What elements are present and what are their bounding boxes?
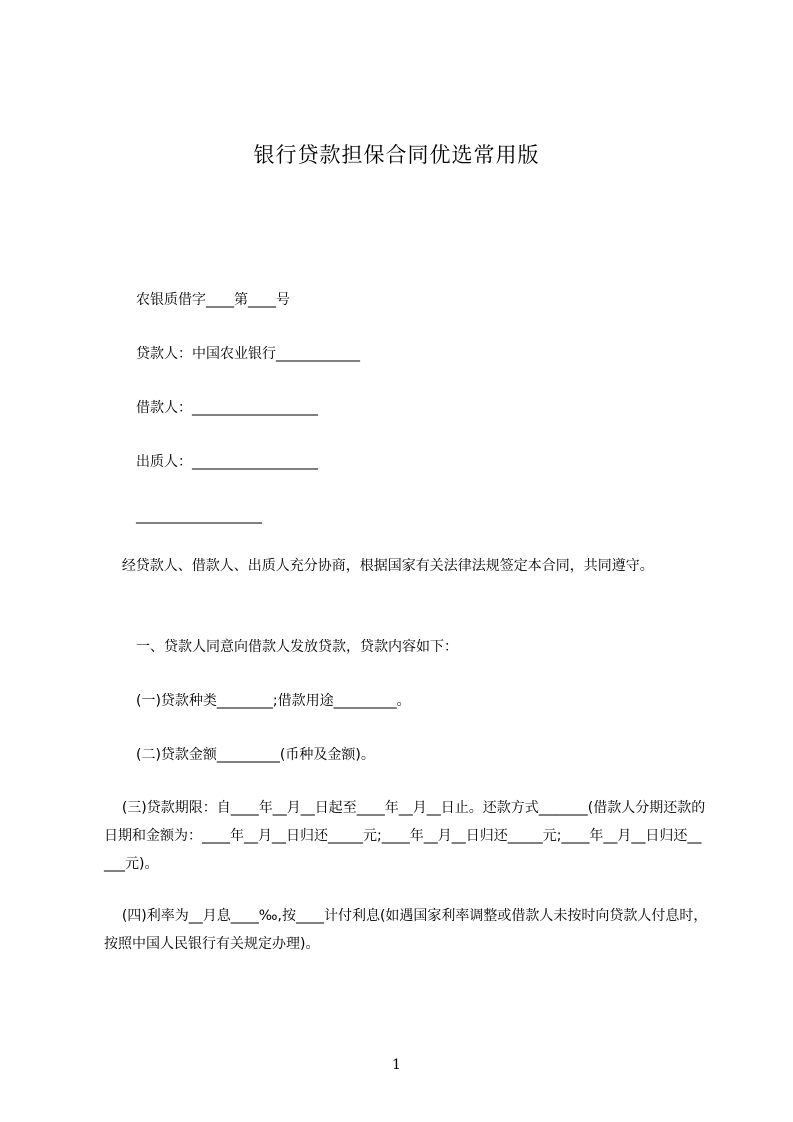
clause-1-item-2: (二)贷款金额_________(币种及金额)。 bbox=[136, 747, 375, 763]
pledgor-line: 出质人：__________________ bbox=[136, 454, 318, 470]
document-title: 银行贷款担保合同优选常用版 bbox=[253, 143, 540, 167]
page-number: 1 bbox=[392, 1057, 401, 1073]
blank-signature-line: __________________ bbox=[136, 508, 262, 524]
intro-paragraph: 经贷款人、借款人、出质人充分协商，根据国家有关法律法规签定本合同，共同遵守。 bbox=[104, 558, 654, 574]
clause-1-item-1: (一)贷款种类________;借款用途_________。 bbox=[136, 693, 411, 709]
borrower-line: 借款人：__________________ bbox=[136, 400, 318, 416]
clause-1-item-4: (四)利率为__月息____‰,按____计付利息(如遇国家利率调整或借款人未按时向贷款人付息时，按照中国人民银行有关规定办理)。 bbox=[104, 908, 708, 952]
lender-line: 贷款人：中国农业银行____________ bbox=[136, 346, 360, 362]
clause-1-heading: 一、贷款人同意向借款人发放贷款，贷款内容如下： bbox=[136, 639, 458, 655]
contract-reference-line: 农银质借字____第____号 bbox=[136, 292, 290, 308]
clause-1-item-3: (三)贷款期限：自____年__月__日起至____年__月__日止。还款方式_______(借款人分期还款的日期和金额为：____年__月__日归还_____元;____年__月__日归还_____元;____年__月__日归还_____元)。 bbox=[104, 800, 706, 872]
